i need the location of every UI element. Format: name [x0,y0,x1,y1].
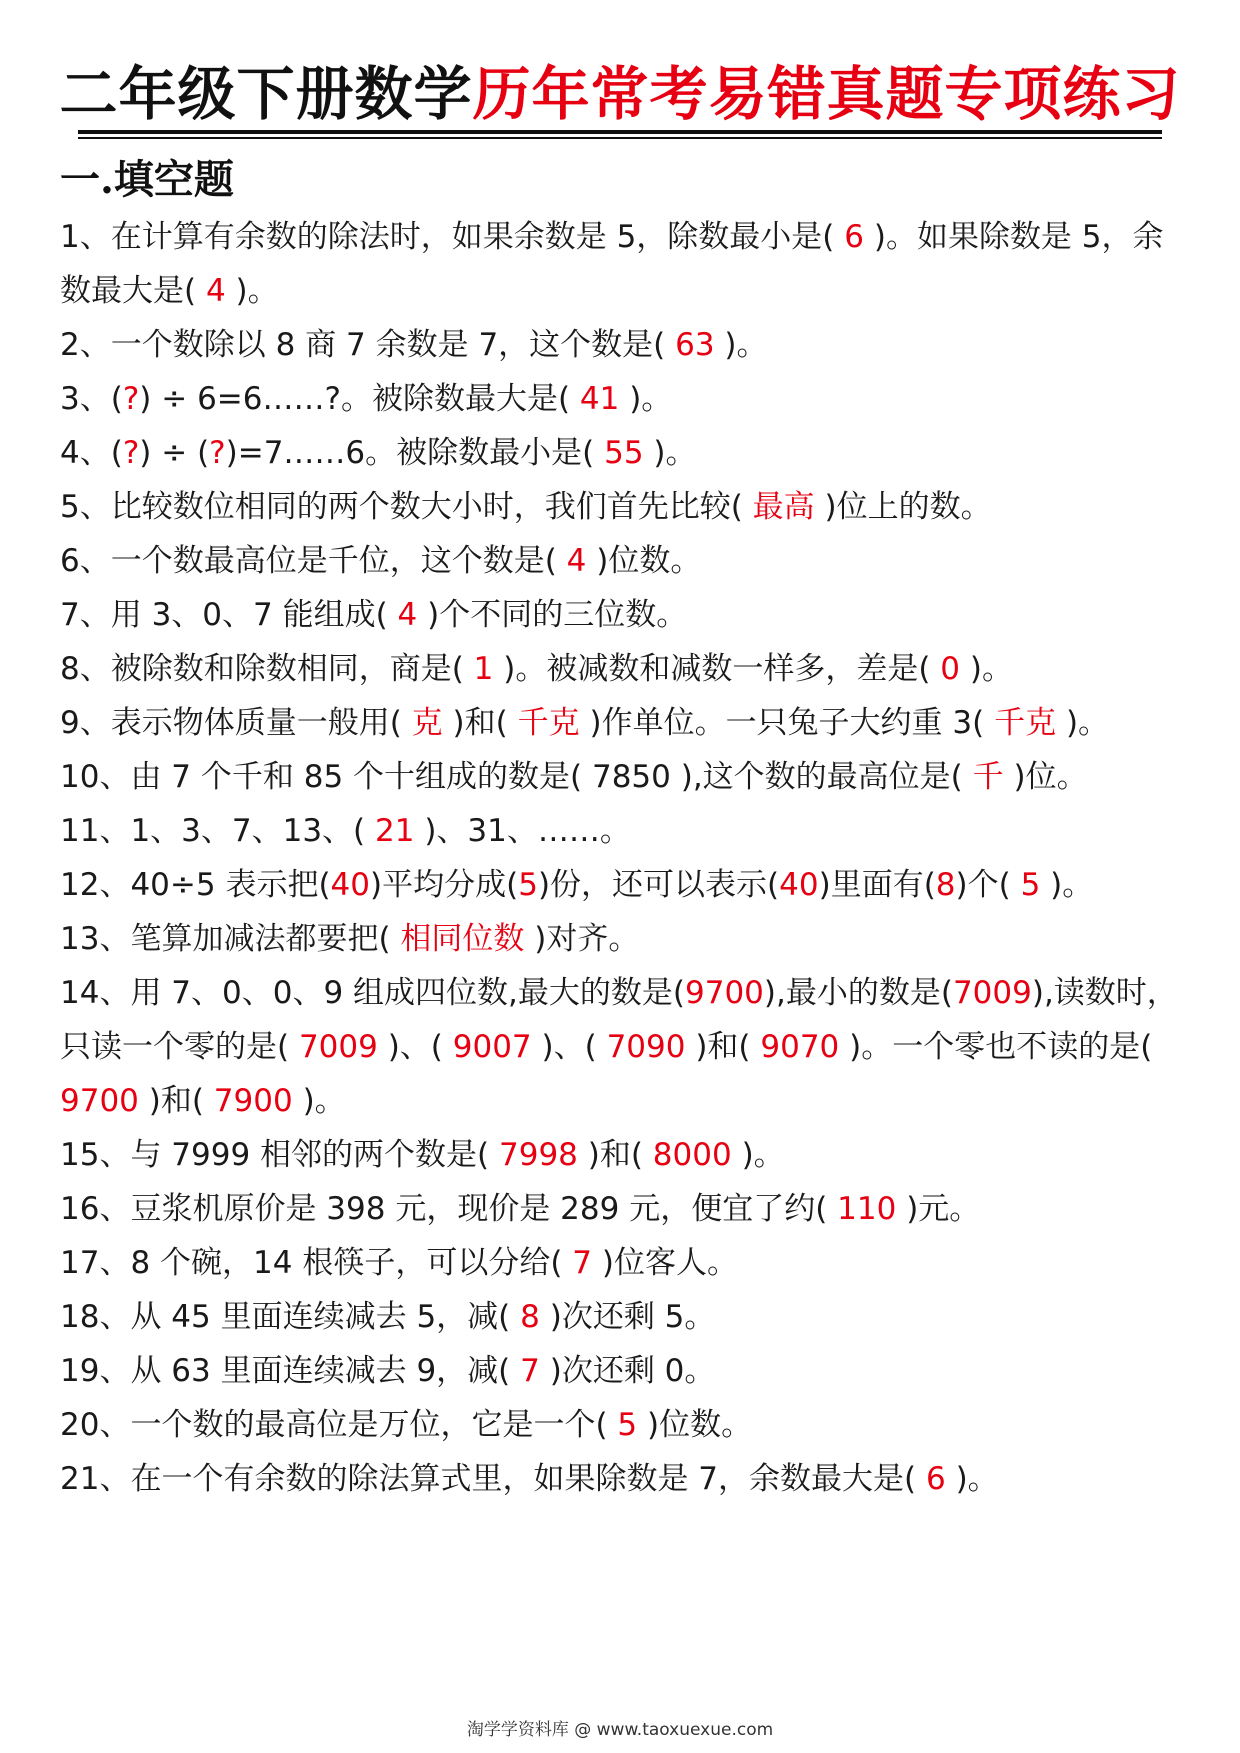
answer-text: 7009 [952,975,1032,1011]
question-13 [60,912,1190,966]
answer-text: 千 [962,759,1014,795]
question-text: )。 [969,651,1013,687]
question-text: )元。 [906,1191,981,1227]
question-list [60,210,1190,1506]
question-text: )。 [653,435,697,471]
answer-text: 4 [556,543,597,579]
question-text: )和( [695,1029,751,1065]
question-text: )平均分成( [370,867,519,903]
answer-text: ? [209,435,226,471]
question-text: 9、表示物体质量一般用( [60,705,402,741]
question-16 [60,1182,1190,1236]
question-text: )里面有( [818,867,936,903]
answer-text: 6 [834,219,874,255]
answer-text: 相同位数 [390,921,535,957]
title-main: 二年级下册数学 [59,60,473,128]
title-underline-thin [78,137,1162,139]
question-text: )次还剩 5。 [549,1299,716,1335]
question-text: )。 [302,1083,346,1119]
answer-text: 8 [510,1299,550,1335]
answer-text: 8 [935,867,956,903]
answer-text: 41 [570,381,630,417]
question-text: 11、1、3、7、13、( [60,813,366,849]
answer-text: 最高 [742,489,825,525]
question-text: )和( [587,1137,643,1173]
question-11 [60,804,1190,858]
answer-text: 9700 [685,975,764,1011]
question-text: )。 [1065,705,1110,741]
question-text: ) ÷ 6=6……?。被除数最大是( [139,381,571,417]
question-3 [60,372,1190,426]
question-text: 2、一个数除以 8 商 7 余数是 7，这个数是( [60,327,666,363]
answer-text: 千克 [984,705,1066,741]
question-text: )作单位。一只兔子大约重 3( [589,705,985,741]
question-14 [60,966,1190,1128]
question-text: )个( [955,867,1011,903]
question-21 [60,1452,1190,1506]
answer-text: 7900 [203,1083,303,1119]
answer-text: 9007 [442,1029,542,1065]
question-text: )、( [387,1029,443,1065]
question-7 [60,588,1190,642]
question-text: 12、40÷5 表示把( [60,867,331,903]
question-text: )位数。 [596,543,702,579]
question-text: 1、在计算有余数的除法时，如果余数是 5，除数最小是( [60,219,835,255]
question-12 [60,858,1190,912]
question-text: )份，还可以表示( [537,867,780,903]
answer-text: 9700 [60,1029,1163,1119]
question-text: 4、( [60,435,123,471]
question-9 [60,696,1190,750]
question-1 [60,210,1190,318]
question-text: 14、用 7、0、0、9 组成四位数,最大的数是( [60,975,685,1011]
answer-text: 55 [594,435,654,471]
answer-text: 7 [510,1353,550,1389]
answer-text: 8000 [642,1137,742,1173]
question-text: 10、由 7 个千和 85 个十组成的数是( [60,759,583,795]
question-text: )。 [1050,867,1094,903]
question-text: )对齐。 [534,921,640,957]
answer-text: ? [122,381,140,417]
question-text: )。 [629,381,673,417]
question-2 [60,318,1190,372]
title-highlight: 历年常考易错真题专项练习 [472,60,1181,128]
question-text: )。 [955,1461,999,1497]
question-text: )。 [724,327,768,363]
question-4 [60,426,1190,480]
answer-text: 7 [562,1245,602,1281]
answer-text: ? [122,435,140,471]
question-15 [60,1128,1190,1182]
question-text: )个不同的三位数。 [427,597,688,633]
question-text: )。如果除数是 5，余数最大是( [60,219,1164,309]
question-6 [60,534,1190,588]
question-text: )次还剩 0。 [549,1353,716,1389]
answer-text: 110 [827,1191,907,1227]
question-text: 6、一个数最高位是千位，这个数是( [60,543,557,579]
question-text: )。一个零也不读的是( [849,1029,1153,1065]
answer-text: 4 [196,273,236,309]
question-text: 20、一个数的最高位是万位，它是一个( [60,1407,608,1443]
question-19 [60,1344,1190,1398]
question-text: 17、8 个碗，14 根筷子，可以分给( [60,1245,563,1281]
answer-text: 千克 [507,705,590,741]
question-text: )。被减数和减数一样多，差是( [503,651,931,687]
answer-text: 6 [916,1461,956,1497]
question-18 [60,1290,1190,1344]
answer-text: 5 [1010,867,1051,903]
question-text: 16、豆浆机原价是 398 元，现价是 289 元，便宜了约( [60,1191,828,1227]
answer-text: 0 [930,651,970,687]
question-text: ) ÷ ( [139,435,210,471]
answer-text: 7998 [489,1137,588,1173]
page-title [0,58,1240,130]
question-text: )位数。 [646,1407,753,1443]
question-text: )、31、……。 [424,813,631,849]
question-text: ),读数时，只读一个零的是( [60,975,1178,1065]
question-text: 15、与 7999 相邻的两个数是( [60,1137,490,1173]
question-text: 19、从 63 里面连续减去 9，减( [60,1353,511,1389]
question-8 [60,642,1190,696]
question-text: )位客人。 [601,1245,738,1281]
answer-text: 63 [665,327,725,363]
title-underline-thick [78,130,1162,134]
question-text: 21、在一个有余数的除法算式里，如果除数是 7，余数最大是( [60,1461,917,1497]
question-text: ),这个数的最高位是( [680,759,963,795]
question-17 [60,1236,1190,1290]
question-text: )=7……6。被除数最小是( [225,435,595,471]
question-text: 7850 [582,759,681,795]
answer-text: 40 [330,867,370,903]
question-text: )位上的数。 [824,489,992,525]
question-text: )、( [541,1029,597,1065]
question-text: )。 [741,1137,785,1173]
answer-text: 9070 [750,1029,850,1065]
footer-watermark: 淘学学资料库 @ www.taoxuexue.com [466,1720,774,1740]
answer-text: 7009 [289,1029,388,1065]
question-text: ),最小的数是( [763,975,953,1011]
question-10 [60,750,1190,804]
section-heading: 一.填空题 [60,156,234,203]
answer-text: 21 [365,813,425,849]
question-text: 13、笔算加减法都要把( [60,921,391,957]
question-text: 3、( [60,381,123,417]
answer-text: 克 [401,705,453,741]
question-text: 18、从 45 里面连续减去 5，减( [60,1299,511,1335]
question-text: )位。 [1013,759,1088,795]
question-text: 8、被除数和除数相同，商是( [60,651,464,687]
answer-text: 5 [607,1407,647,1443]
question-text: )。 [235,273,279,309]
answer-text: 40 [779,867,819,903]
answer-text: 1 [463,651,504,687]
answer-text: 7090 [596,1029,696,1065]
question-text: 7、用 3、0、7 能组成( [60,597,388,633]
answer-text: 4 [387,597,428,633]
question-text: )和( [148,1083,204,1119]
question-20 [60,1398,1190,1452]
question-text: )和( [452,705,508,741]
answer-text: 5 [518,867,538,903]
question-text: 5、比较数位相同的两个数大小时，我们首先比较( [60,489,743,525]
question-5 [60,480,1190,534]
